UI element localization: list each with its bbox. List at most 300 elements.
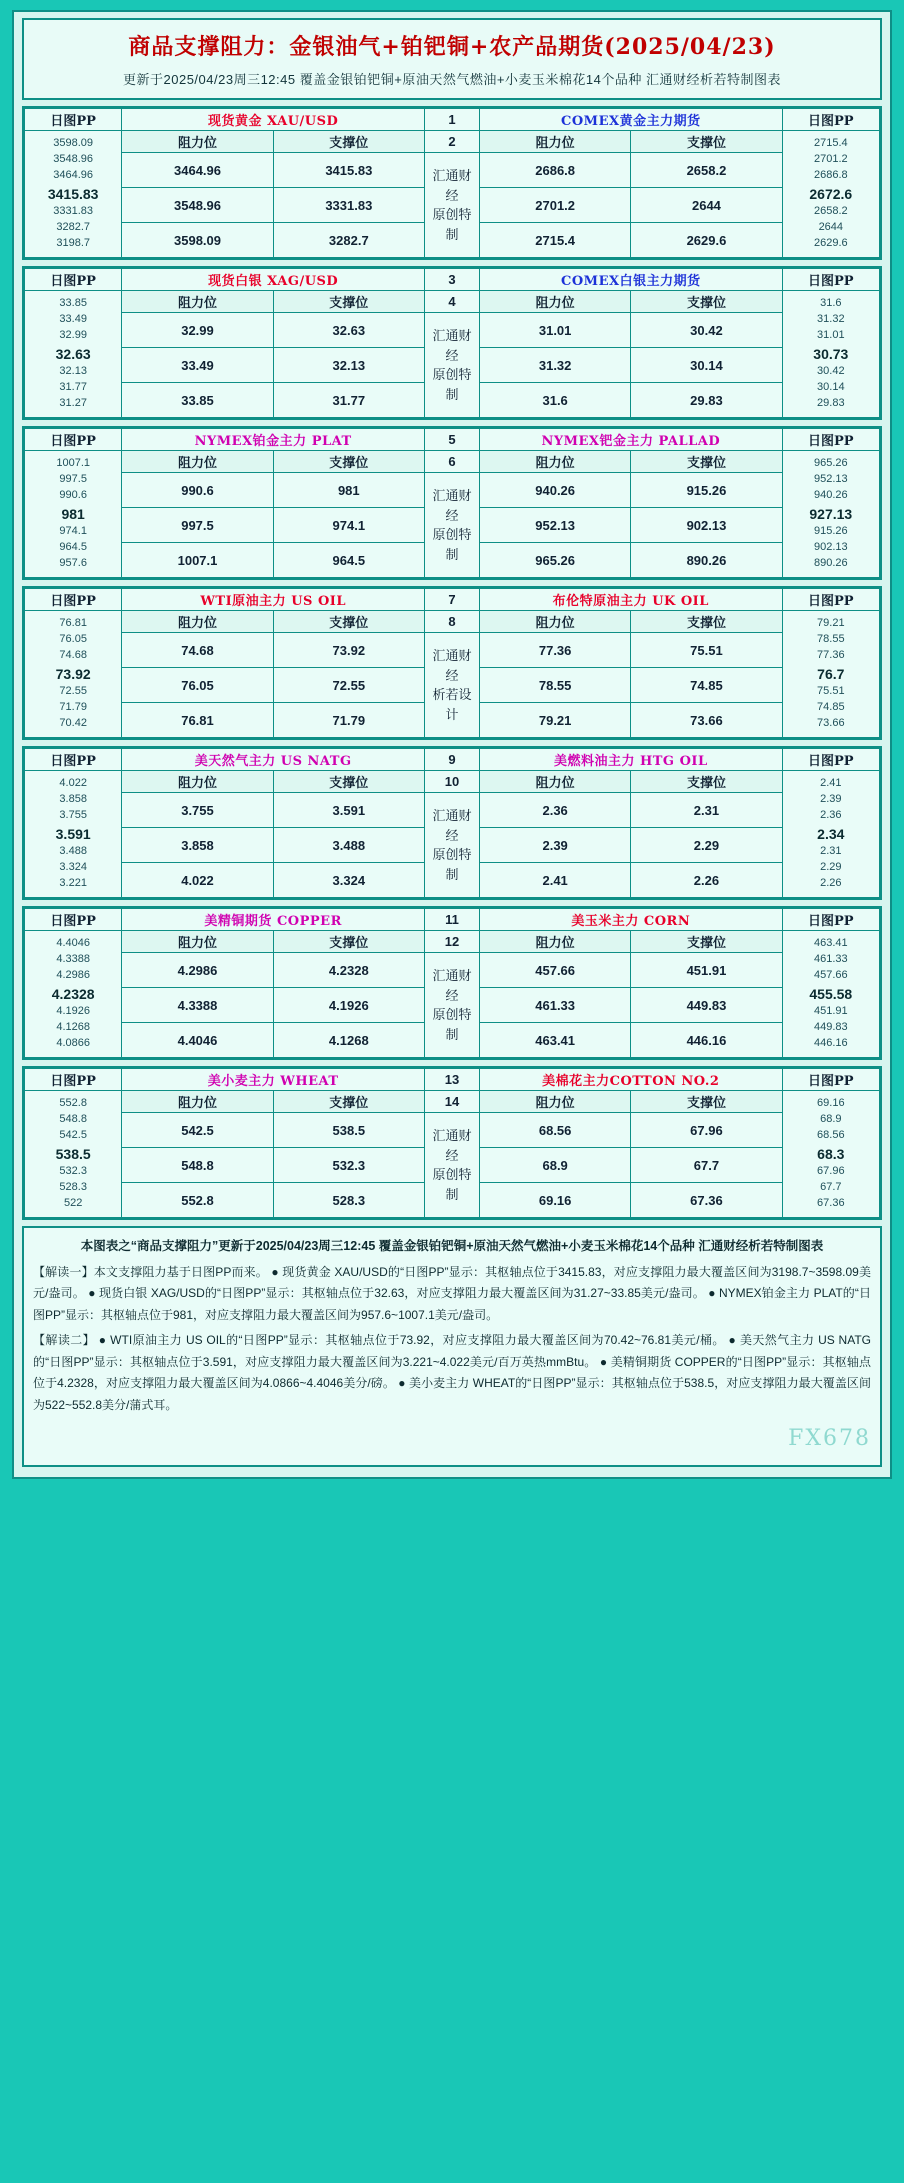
axis-value: 78.55 [817,632,845,645]
axis-value: 77.36 [817,648,845,661]
axis-value: 32.13 [59,365,87,378]
axis-value: 32.63 [55,345,91,362]
left-subhead-wrap [122,1091,425,1113]
axis-value: 71.79 [59,701,87,714]
right-pp-header: 日图PP [782,1069,879,1091]
right-level-row [479,188,782,223]
left-level-row [122,508,425,543]
left-resist-header: 阻力位 [122,771,273,792]
left-pp-header: 日图PP [25,589,122,611]
axis-value: 3.591 [55,825,91,842]
left-resist-header: 阻力位 [122,1091,273,1112]
left-level-row [122,988,425,1023]
left-level-row [122,188,425,223]
right-support-header: 支撑位 [631,291,782,312]
axis-value: 76.7 [817,665,845,682]
right-index-number: 12 [424,931,479,953]
right-subhead-wrap [479,1091,782,1113]
left-level-row [122,1023,425,1058]
right-support-header: 支撑位 [631,931,782,952]
axis-value: 31.77 [59,381,87,394]
axis-value: 73.66 [817,717,845,730]
left-support-value: 532.3 [332,1157,366,1173]
left-support-value: 71.79 [332,712,366,728]
axis-value: 69.16 [817,1097,845,1110]
axis-value: 31.32 [817,312,845,325]
axis-column [782,771,879,898]
axis-value: 4.2986 [56,968,90,981]
axis-value: 73.92 [55,665,91,682]
right-level-row [479,153,782,188]
axis-value: 532.3 [59,1165,87,1178]
axis-column [25,131,122,258]
right-resist-value: 77.36 [480,633,631,667]
axis-column [25,451,122,578]
right-resist-value: 965.26 [480,543,631,577]
axis-value: 2.41 [820,777,842,790]
page-title: 商品支撑阻力：金银油气+铂钯铜+农产品期货(2025/04/23) [128,34,776,60]
axis-value: 522 [63,1197,83,1210]
right-resist-value: 952.13 [480,508,631,542]
axis-value: 68.56 [817,1128,845,1141]
right-support-header: 支撑位 [631,451,782,472]
axis-value: 2658.2 [813,205,848,218]
axis-value: 30.73 [813,345,849,362]
right-support-value: 902.13 [686,517,727,533]
left-support-header: 支撑位 [273,611,424,632]
right-pp-header: 日图PP [782,269,879,291]
axis-value: 33.49 [59,312,87,325]
left-subhead-wrap [122,931,425,953]
right-resist-value: 31.01 [480,313,631,347]
right-support-value: 67.36 [690,1192,723,1208]
axis-value: 67.96 [817,1165,845,1178]
right-index-number: 6 [424,451,479,473]
right-level-row [479,473,782,508]
left-support-value: 3331.83 [325,197,373,213]
axis-value: 74.85 [817,701,845,714]
left-level-row [122,793,425,828]
right-support-header: 支撑位 [631,1091,782,1112]
right-support-value: 451.91 [686,962,727,978]
right-index-number: 8 [424,611,479,633]
axis-value: 4.1268 [56,1021,90,1034]
left-index-number: 7 [424,589,479,611]
right-resist-value: 2715.4 [480,223,631,257]
right-support-header: 支撑位 [631,771,782,792]
right-support-value: 449.83 [686,997,727,1013]
left-support-value: 32.13 [332,357,366,373]
right-support-value: 73.66 [690,712,723,728]
left-support-header: 支撑位 [273,131,424,152]
left-resist-header: 阻力位 [122,611,273,632]
right-level-row [479,1023,782,1058]
axis-value: 67.7 [820,1181,842,1194]
axis-column [782,291,879,418]
left-resist-value: 32.99 [122,313,273,347]
left-subhead-wrap [122,131,425,153]
left-support-value: 4.2328 [328,962,369,978]
right-resist-value: 463.41 [480,1023,631,1057]
right-resist-header: 阻力位 [480,451,631,472]
axis-column [782,451,879,578]
left-resist-value: 74.68 [122,633,273,667]
axis-value: 902.13 [813,541,848,554]
left-support-header: 支撑位 [273,931,424,952]
left-support-header: 支撑位 [273,771,424,792]
center-watermark: 汇通财经 原创特制 [424,313,479,418]
left-resist-header: 阻力位 [122,451,273,472]
right-index-number: 2 [424,131,479,153]
right-resist-value: 461.33 [480,988,631,1022]
left-level-row [122,348,425,383]
left-resist-value: 3.858 [122,828,273,862]
axis-value: 2701.2 [813,152,848,165]
left-support-value: 3.488 [332,837,366,853]
axis-column [25,931,122,1058]
axis-value: 915.26 [813,525,848,538]
left-instrument-name[interactable]: 美天然气主力 US NATG [122,749,425,771]
right-resist-value: 2.41 [480,863,631,897]
right-support-value: 67.96 [690,1122,723,1138]
left-subhead-wrap [122,771,425,793]
axis-value: 2.36 [820,808,842,821]
right-level-row [479,988,782,1023]
left-level-row [122,543,425,578]
left-support-value: 3282.7 [328,232,369,248]
axis-value: 30.14 [817,381,845,394]
axis-value: 2629.6 [813,237,848,250]
left-support-value: 3415.83 [325,162,373,178]
right-resist-value: 457.66 [480,953,631,987]
right-level-row [479,223,782,258]
left-resist-value: 3464.96 [122,153,273,187]
right-resist-value: 69.16 [480,1183,631,1217]
axis-value: 4.4046 [56,937,90,950]
left-resist-header: 阻力位 [122,931,273,952]
axis-value: 952.13 [813,472,848,485]
left-pp-header: 日图PP [25,749,122,771]
axis-value: 981 [61,505,85,522]
axis-value: 1007.1 [56,457,90,470]
right-pp-header: 日图PP [782,589,879,611]
footer-note-1: 【解读一】本文支撑阻力基于日图PP而来。 ● 现货黄金 XAU/USD的“日图PP”显示：其枢轴点位于3415.83，对应支撑阻力最大覆盖区间为3198.7~3598.09美元/盎司。 ● 现货白银 XAG/USD的“日图PP”显示：其枢轴点位于32.63，对应支撑阻力最大覆盖区间为31.27~33.85美元/盎司。 ● NYMEX铂金主力 PLAT的“日图PP”显示：其枢轴点位于981，对应支撑阻力最大覆盖区间为957.6~1007.1美元/盎司。 [33,1264,871,1322]
left-pp-header: 日图PP [25,109,122,131]
left-support-value: 974.1 [332,517,366,533]
left-support-value: 528.3 [332,1192,366,1208]
axis-value: 965.26 [813,457,848,470]
axis-value: 70.42 [59,717,87,730]
left-resist-value: 76.81 [122,703,273,737]
left-level-row [122,473,425,508]
axis-value: 3282.7 [56,221,90,234]
right-level-row [479,668,782,703]
axis-value: 446.16 [813,1037,848,1050]
left-support-header: 支撑位 [273,1091,424,1112]
right-resist-value: 2.39 [480,828,631,862]
axis-value: 2.29 [820,861,842,874]
axis-value: 75.51 [817,685,845,698]
instrument-block [22,426,882,580]
right-support-value: 890.26 [686,552,727,568]
right-support-value: 446.16 [686,1032,727,1048]
right-support-value: 75.51 [690,642,723,658]
left-support-value: 73.92 [332,642,366,658]
right-support-value: 2.29 [693,837,720,853]
left-resist-value: 4.4046 [122,1023,273,1057]
right-support-value: 2.31 [693,802,720,818]
axis-value: 67.36 [817,1197,845,1210]
title-box [22,18,882,100]
right-subhead-wrap [479,131,782,153]
instrument-block [22,106,882,260]
left-level-row [122,953,425,988]
right-subhead-wrap [479,291,782,313]
axis-value: 4.0866 [56,1037,90,1050]
axis-value: 33.85 [59,297,87,310]
axis-value: 2672.6 [809,185,853,202]
left-pp-header: 日图PP [25,429,122,451]
left-level-row [122,668,425,703]
axis-value: 542.5 [59,1128,87,1141]
axis-column [25,1091,122,1218]
axis-value: 2644 [818,221,844,234]
right-resist-header: 阻力位 [480,611,631,632]
right-resist-value: 2.36 [480,793,631,827]
left-instrument-name[interactable]: 美小麦主力 WHEAT [122,1069,425,1091]
axis-value: 2686.8 [813,168,848,181]
axis-value: 455.58 [809,985,853,1002]
right-support-value: 2658.2 [686,162,727,178]
axis-value: 451.91 [813,1005,848,1018]
left-resist-value: 997.5 [122,508,273,542]
left-index-number: 1 [424,109,479,131]
right-support-value: 67.7 [693,1157,720,1173]
axis-value: 2.34 [817,825,845,842]
left-resist-value: 3548.96 [122,188,273,222]
right-level-row [479,863,782,898]
axis-value: 76.81 [59,617,87,630]
right-instrument-name[interactable]: 美玉米主力 CORN [479,909,782,931]
page-subtitle: 更新于2025/04/23周三12:45 覆盖金银铂钯铜+原油天然气燃油+小麦玉米棉花14个品种 汇通财经析若特制图表 [123,72,781,87]
right-support-value: 29.83 [690,392,723,408]
left-subhead-wrap [122,451,425,473]
left-resist-value: 4.2986 [122,953,273,987]
left-level-row [122,1113,425,1148]
right-pp-header: 日图PP [782,109,879,131]
left-resist-value: 990.6 [122,473,273,507]
axis-value: 927.13 [809,505,853,522]
axis-value: 79.21 [817,617,845,630]
left-resist-value: 33.85 [122,383,273,417]
left-instrument-name[interactable]: 现货黄金 XAU/USD [122,109,425,131]
center-watermark: 汇通财经 原创特制 [424,153,479,258]
right-support-value: 2.26 [693,872,720,888]
report-page [12,10,892,1479]
axis-value: 3.755 [59,808,87,821]
left-level-row [122,1183,425,1218]
axis-value: 3598.09 [53,137,94,150]
left-index-number: 5 [424,429,479,451]
instrument-block [22,906,882,1060]
brand-watermark: FX678 [788,1425,871,1451]
left-support-value: 32.63 [332,322,366,338]
center-watermark: 汇通财经 原创特制 [424,793,479,898]
axis-value: 4.2328 [51,985,95,1002]
axis-value: 528.3 [59,1181,87,1194]
right-instrument-name[interactable]: 美棉花主力COTTON NO.2 [479,1069,782,1091]
left-resist-value: 548.8 [122,1148,273,1182]
left-level-row [122,223,425,258]
left-instrument-name[interactable]: 现货白银 XAG/USD [122,269,425,291]
footer-note-2: 【解读二】 ● WTI原油主力 US OIL的“日图PP”显示：其枢轴点位于73.92，对应支撑阻力最大覆盖区间为70.42~76.81美元/桶。 ● 美天然气主力 US NATG的“日图PP”显示：其枢轴点位于3.591，对应支撑阻力最大覆盖区间为3.221~4.022美元/百万英热mmBtu。 ● 美精铜期货 COPPER的“日图PP”显示：其枢轴点位于4.2328，对应支撑阻力最大覆盖区间为4.0866~4.4046美分/磅。 ● 美小麦主力 WHEAT的“日图PP”显示：其枢轴点位于538.5，对应支撑阻力最大覆盖区间为522~552.8美分/蒲式耳。 [33,1333,871,1413]
left-instrument-name[interactable]: NYMEX铂金主力 PLAT [122,429,425,451]
left-level-row [122,863,425,898]
axis-value: 3415.83 [47,185,99,202]
axis-value: 4.022 [59,777,87,790]
right-instrument-name[interactable]: NYMEX钯金主力 PALLAD [479,429,782,451]
axis-value: 3.858 [59,792,87,805]
right-level-row [479,633,782,668]
axis-value: 997.5 [59,472,87,485]
left-resist-value: 3.755 [122,793,273,827]
axis-column [782,131,879,258]
left-level-row [122,153,425,188]
right-instrument-name[interactable]: COMEX黄金主力期货 [479,109,782,131]
left-subhead-wrap [122,611,425,633]
axis-value: 552.8 [59,1097,87,1110]
right-resist-header: 阻力位 [480,931,631,952]
right-subhead-wrap [479,611,782,633]
axis-value: 68.3 [817,1145,845,1162]
right-resist-value: 2686.8 [480,153,631,187]
right-resist-value: 31.6 [480,383,631,417]
left-instrument-name[interactable]: WTI原油主力 US OIL [122,589,425,611]
left-resist-header: 阻力位 [122,291,273,312]
left-level-row [122,313,425,348]
right-resist-header: 阻力位 [480,291,631,312]
axis-value: 3.221 [59,877,87,890]
axis-column [782,931,879,1058]
axis-value: 2.31 [820,845,842,858]
right-index-number: 14 [424,1091,479,1113]
axis-value: 29.83 [817,397,845,410]
axis-value: 31.27 [59,397,87,410]
right-resist-value: 79.21 [480,703,631,737]
right-resist-header: 阻力位 [480,771,631,792]
right-subhead-wrap [479,451,782,473]
right-level-row [479,793,782,828]
left-support-header: 支撑位 [273,451,424,472]
right-support-value: 30.42 [690,322,723,338]
center-watermark: 汇通财经 原创特制 [424,473,479,578]
right-support-value: 2629.6 [686,232,727,248]
axis-value: 3331.83 [53,205,94,218]
footer [22,1226,882,1467]
left-support-value: 3.324 [332,872,366,888]
left-support-value: 538.5 [332,1122,366,1138]
axis-value: 3.324 [59,861,87,874]
axis-value: 457.66 [813,968,848,981]
left-pp-header: 日图PP [25,269,122,291]
right-index-number: 10 [424,771,479,793]
axis-value: 974.1 [59,525,87,538]
center-watermark: 汇通财经 原创特制 [424,1113,479,1218]
left-instrument-name[interactable]: 美精铜期货 COPPER [122,909,425,931]
right-resist-value: 68.9 [480,1148,631,1182]
right-level-row [479,953,782,988]
left-resist-value: 3598.09 [122,223,273,257]
instrument-block [22,746,882,900]
axis-value: 990.6 [59,488,87,501]
axis-value: 548.8 [59,1112,87,1125]
right-support-header: 支撑位 [631,131,782,152]
instrument-block [22,266,882,420]
axis-value: 3548.96 [53,152,94,165]
center-watermark: 汇通财经 原创特制 [424,953,479,1058]
instrument-block [22,586,882,740]
left-index-number: 3 [424,269,479,291]
axis-value: 964.5 [59,541,87,554]
right-support-value: 2644 [691,197,721,213]
right-instrument-name[interactable]: 布伦特原油主力 UK OIL [479,589,782,611]
left-resist-value: 33.49 [122,348,273,382]
axis-value: 68.9 [820,1112,842,1125]
left-support-value: 4.1268 [328,1032,369,1048]
axis-value: 74.68 [59,648,87,661]
footer-top-line: 本图表之“商品支撑阻力”更新于2025/04/23周三12:45 覆盖金银铂钯铜+原油天然气燃油+小麦玉米棉花14个品种 汇通财经析若特制图表 [80,1239,824,1253]
right-instrument-name[interactable]: COMEX白银主力期货 [479,269,782,291]
left-subhead-wrap [122,291,425,313]
right-level-row [479,1148,782,1183]
left-level-row [122,1148,425,1183]
right-instrument-name[interactable]: 美燃料油主力 HTG OIL [479,749,782,771]
left-pp-header: 日图PP [25,909,122,931]
left-support-value: 964.5 [332,552,366,568]
left-level-row [122,703,425,738]
axis-value: 31.01 [817,328,845,341]
instrument-block [22,1066,882,1220]
right-pp-header: 日图PP [782,429,879,451]
right-pp-header: 日图PP [782,909,879,931]
axis-value: 3464.96 [53,168,94,181]
axis-value: 2.26 [820,877,842,890]
right-level-row [479,348,782,383]
right-support-value: 74.85 [690,677,723,693]
axis-column [25,771,122,898]
left-level-row [122,383,425,418]
left-resist-value: 76.05 [122,668,273,702]
axis-value: 2.39 [820,792,842,805]
left-index-number: 11 [424,909,479,931]
left-pp-header: 日图PP [25,1069,122,1091]
right-resist-header: 阻力位 [480,1091,631,1112]
right-level-row [479,508,782,543]
right-support-value: 915.26 [686,482,727,498]
left-resist-value: 4.3388 [122,988,273,1022]
center-watermark: 汇通财经 析若设计 [424,633,479,738]
left-support-value: 981 [337,482,360,498]
left-support-value: 4.1926 [328,997,369,1013]
left-index-number: 9 [424,749,479,771]
right-index-number: 4 [424,291,479,313]
axis-column [782,611,879,738]
right-resist-header: 阻力位 [480,131,631,152]
left-support-value: 72.55 [332,677,366,693]
axis-value: 461.33 [813,952,848,965]
right-support-header: 支撑位 [631,611,782,632]
right-level-row [479,313,782,348]
